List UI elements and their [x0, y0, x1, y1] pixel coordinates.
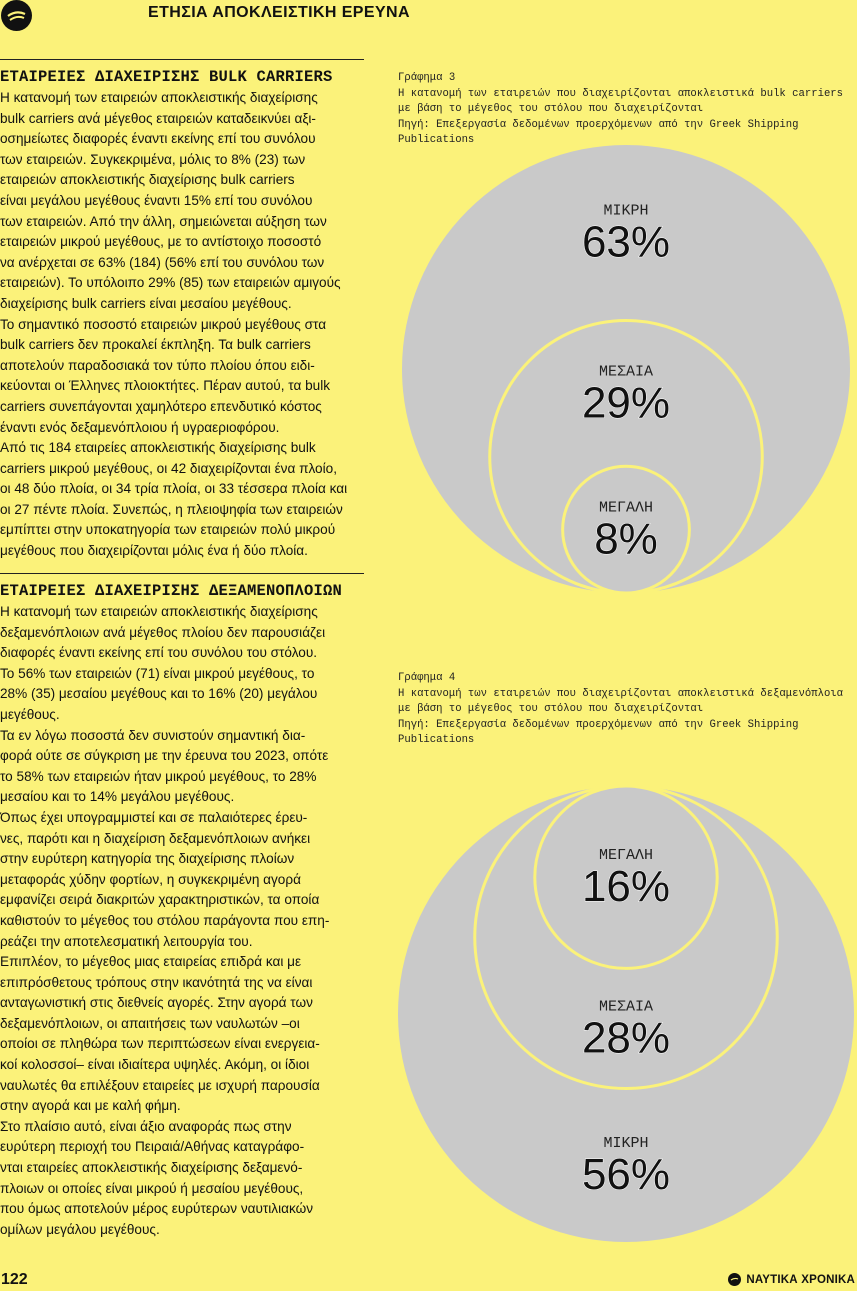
- brand-logo-icon: [728, 1273, 741, 1286]
- body-text-line: ρεάζει την αποτελεσματική λειτουργία του.: [0, 933, 253, 949]
- chart4-category-label: ΜΕΣΑΙΑ: [598, 998, 654, 1016]
- section-heading-tankers: ΕΤΑΙΡΕΙΕΣ ΔΙΑΧΕΙΡΙΣΗΣ ΔΕΞΑΜΕΝΟΠΛΟΙΩΝ: [0, 582, 343, 600]
- body-text-line: 28% (35) μεσαίου μεγέθους και το 16% (20) μεγάλου: [0, 686, 318, 702]
- body-text-line: ανταγωνιστική στις διεθνείς αγορές. Στην αγορά των: [0, 995, 313, 1011]
- body-text-line: Όπως έχει υπογραμμιστεί και σε παλαιότερες έρευ-: [0, 809, 308, 825]
- chart3-value-label: 8%: [594, 514, 658, 564]
- chart4-category-label: ΜΙΚΡΗ: [603, 1135, 649, 1153]
- body-text-line: στην ευρύτερη κατηγορία της διαχείρισης πλοίων: [0, 851, 295, 867]
- chart3-category-label: ΜΕΣΑΙΑ: [598, 363, 654, 381]
- body-text-line: να ανέρχεται σε 63% (184) (56% επί του συνόλου των: [0, 254, 325, 270]
- body-text-line: που όμως αποτελούν μέρος ευρύτερων ναυτιλιακών: [0, 1201, 314, 1217]
- body-text-line: bulk carriers δεν προκαλεί έκπληξη. Τα bulk carriers: [0, 337, 311, 353]
- chart4-label: Γράφημα 4: [398, 672, 456, 684]
- chart4-value-label: 56%: [581, 1150, 671, 1200]
- body-text-line: των εταιρειών. Συγκεκριμένα, μόλις το 8% (23) των: [0, 151, 306, 167]
- body-text-line: Το σημαντικό ποσοστό εταιρειών μικρού μεγέθους στα: [0, 316, 327, 332]
- body-text-line: ομίλων μεγάλου μεγέθους.: [0, 1221, 160, 1237]
- body-text-line: Από τις 184 εταιρείες αποκλειστικής διαχείρισης bulk: [0, 440, 316, 456]
- body-text-line: είναι μεγάλου μεγέθους έναντι 15% επί του συνόλου: [0, 192, 313, 208]
- body-text-line: διαχείρισης bulk carriers είναι μεσαίου μεγέθους.: [0, 295, 292, 311]
- chart4-source-line: Publications: [398, 734, 475, 746]
- body-text-line: εμφανίζει σειρά διακριτών χαρακτηριστικών, τα οποία: [0, 892, 320, 908]
- chart3-description-line: Η κατανομή των εταιρειών που διαχειρίζονται αποκλειστικά bulk carriers: [398, 87, 844, 100]
- body-text-line: Στο πλαίσιο αυτό, είναι άξιο αναφοράς πως στην: [0, 1118, 292, 1134]
- body-text-line: διαφορές έναντι εκείνης επί του συνόλου του στόλου.: [0, 645, 318, 661]
- body-text-line: πλοιων οι οποίες είναι μικρού ή μεσαίου μεγέθους,: [0, 1180, 304, 1196]
- chart4-description-line: με βάση το μέγεθος του στόλου που διαχειρίζονται: [398, 703, 704, 715]
- body-text-line: αποτελούν παραδοσιακά τον τύπο πλοίου όπου ειδι-: [0, 357, 315, 373]
- page-number: 122: [1, 1271, 28, 1288]
- body-text-line: νται εταιρείες αποκλειστικής διαχείρισης δεξαμενό-: [0, 1160, 303, 1176]
- body-text-line: οποίοι σε πληθώρα των περιπτώσεων είναι ενεργεια-: [0, 1036, 320, 1052]
- chart3-source-line: Πηγή: Επεξεργασία δεδομένων προερχόμενων από την Greek Shipping: [398, 118, 799, 131]
- chart3-value-label: 29%: [581, 378, 671, 428]
- chart4-value-label: 28%: [581, 1013, 671, 1063]
- body-text-line: Η κατανομή των εταιρειών αποκλειστικής διαχείρισης: [0, 90, 318, 105]
- body-text-line: καθιστούν το μέγεθος του στόλου παράγοντα που επη-: [0, 912, 330, 928]
- chart4-source-line: Πηγή: Επεξεργασία δεδομένων προερχόμενων από την Greek Shipping: [398, 718, 799, 731]
- chart4-category-label: ΜΕΓΑΛΗ: [598, 847, 654, 865]
- page-header-title: ΕΤΗΣΙΑ ΑΠΟΚΛΕΙΣΤΙΚΗ ΕΡΕΥΝΑ: [148, 4, 410, 21]
- body-text-line: οι 48 δύο πλοία, οι 34 τρία πλοία, οι 33 τέσσερα πλοία και: [0, 481, 348, 497]
- body-text-line: ναυλωτές θα επιλέξουν εταιρείες με ισχυρή παρουσία: [0, 1077, 320, 1093]
- body-text-line: νες, παρότι και η διαχείριση δεξαμενόπλοιων ανήκει: [0, 830, 311, 846]
- body-text-line: Τα εν λόγω ποσοστά δεν συνιστούν σημαντική δια-: [0, 727, 306, 743]
- chart4-description-line: Η κατανομή των εταιρειών που διαχειρίζονται αποκλειστικά δεξαμενόπλοια: [398, 687, 844, 700]
- body-text-line: στην αγορά και με καλή φήμη.: [0, 1098, 181, 1114]
- chart4-value-label: 16%: [581, 862, 671, 912]
- body-text-line: Η κατανομή των εταιρειών αποκλειστικής διαχείρισης: [0, 604, 318, 619]
- body-text-line: έναντι ενός δεξαμενόπλοιου ή υγραεριοφόρου.: [0, 419, 280, 435]
- body-text-line: Επιπλέον, το μέγεθος μιας εταιρείας επιδρά και με: [0, 954, 302, 970]
- body-text-line: μεσαίου και το 14% μεγάλου μεγέθους.: [0, 789, 235, 805]
- chart3-category-label: ΜΙΚΡΗ: [603, 202, 649, 220]
- body-text-line: bulk carriers ανά μέγεθος εταιρειών καταδεικνύει αξι-: [0, 110, 316, 126]
- body-text-line: εταιρειών μικρού μεγέθους, με το αντίστοιχο ποσοστό: [0, 234, 322, 250]
- chart3-category-label: ΜΕΓΑΛΗ: [598, 499, 654, 517]
- body-text-line: carriers μικρού μεγέθους, οι 42 διαχειρίζονται ένα πλοίο,: [0, 460, 337, 476]
- body-text-line: μεταφοράς χύδην φορτίων, η συγκεκριμένη αγορά: [0, 871, 301, 887]
- chart3-label: Γράφημα 3: [398, 72, 456, 84]
- body-text-line: εταιρειών αποκλειστικής διαχείρισης bulk carriers: [0, 172, 295, 188]
- body-text-line: κοί κολοσσοί– είναι ιδιαίτερα υψηλές. Ακόμη, οι ίδιοι: [0, 1057, 310, 1073]
- brand-name: ΝΑΥΤΙΚΑ ΧΡΟΝΙΚΑ: [746, 1273, 855, 1286]
- body-text-line: εμπίπτει στην υποκατηγορία των εταιρειών πολύ μικρού: [0, 522, 336, 538]
- body-text-line: οσημείωτες διαφορές έναντι εκείνης επί του συνόλου: [0, 131, 316, 147]
- body-text-line: εταιρειών). Το υπόλοιπο 29% (85) των εταιρειών αμιγούς: [0, 275, 341, 291]
- body-text-line: των εταιρειών. Από την άλλη, σημειώνεται αύξηση των: [0, 213, 327, 229]
- footer-brand: [728, 1273, 855, 1286]
- body-text-line: μεγέθους.: [0, 706, 60, 722]
- chart3-value-label: 63%: [581, 217, 671, 267]
- chart3-source-line: Publications: [398, 134, 475, 146]
- body-text-line: ευρύτερη περιοχή του Πειραιά/Αθήνας καταγράφο-: [0, 1139, 305, 1155]
- body-text-line: οι 27 πέντε πλοία. Συνεπώς, η πλειοψηφία των εταιρειών: [0, 501, 343, 517]
- body-text-line: δεξαμενόπλοιων, οι απαιτήσεις των ναυλωτών –οι: [0, 1015, 300, 1031]
- body-text-line: μεγέθους που διαχειρίζονται μόλις ένα ή δύο πλοία.: [0, 543, 308, 559]
- body-text-line: κεύονται οι Έλληνες πλοιοκτήτες. Πέραν αυτού, τα bulk: [0, 378, 331, 394]
- body-text-line: το 58% των εταιρειών ήταν μικρού μεγέθους, το 28%: [0, 768, 317, 784]
- body-text-line: Το 56% των εταιρειών (71) είναι μικρού μεγέθους, το: [0, 665, 315, 681]
- body-text-line: φορά ούτε σε σύγκριση με την έρευνα του 2023, οπότε: [0, 748, 329, 764]
- body-text-line: carriers συνεπάγονται χαμηλότερο επενδυτικό κόστος: [0, 398, 322, 414]
- section-heading-bulk-carriers: ΕΤΑΙΡΕΙΕΣ ΔΙΑΧΕΙΡΙΣΗΣ BULK CARRIERS: [0, 68, 333, 86]
- body-text-line: επιπρόσθετους τρόπους στην ικανότητά της να είναι: [0, 974, 313, 990]
- body-text-line: δεξαμενόπλοιων ανά μέγεθος πλοίου δεν παρουσιάζει: [0, 624, 326, 640]
- chart3-description-line: με βάση το μέγεθος του στόλου που διαχειρίζονται: [398, 103, 704, 115]
